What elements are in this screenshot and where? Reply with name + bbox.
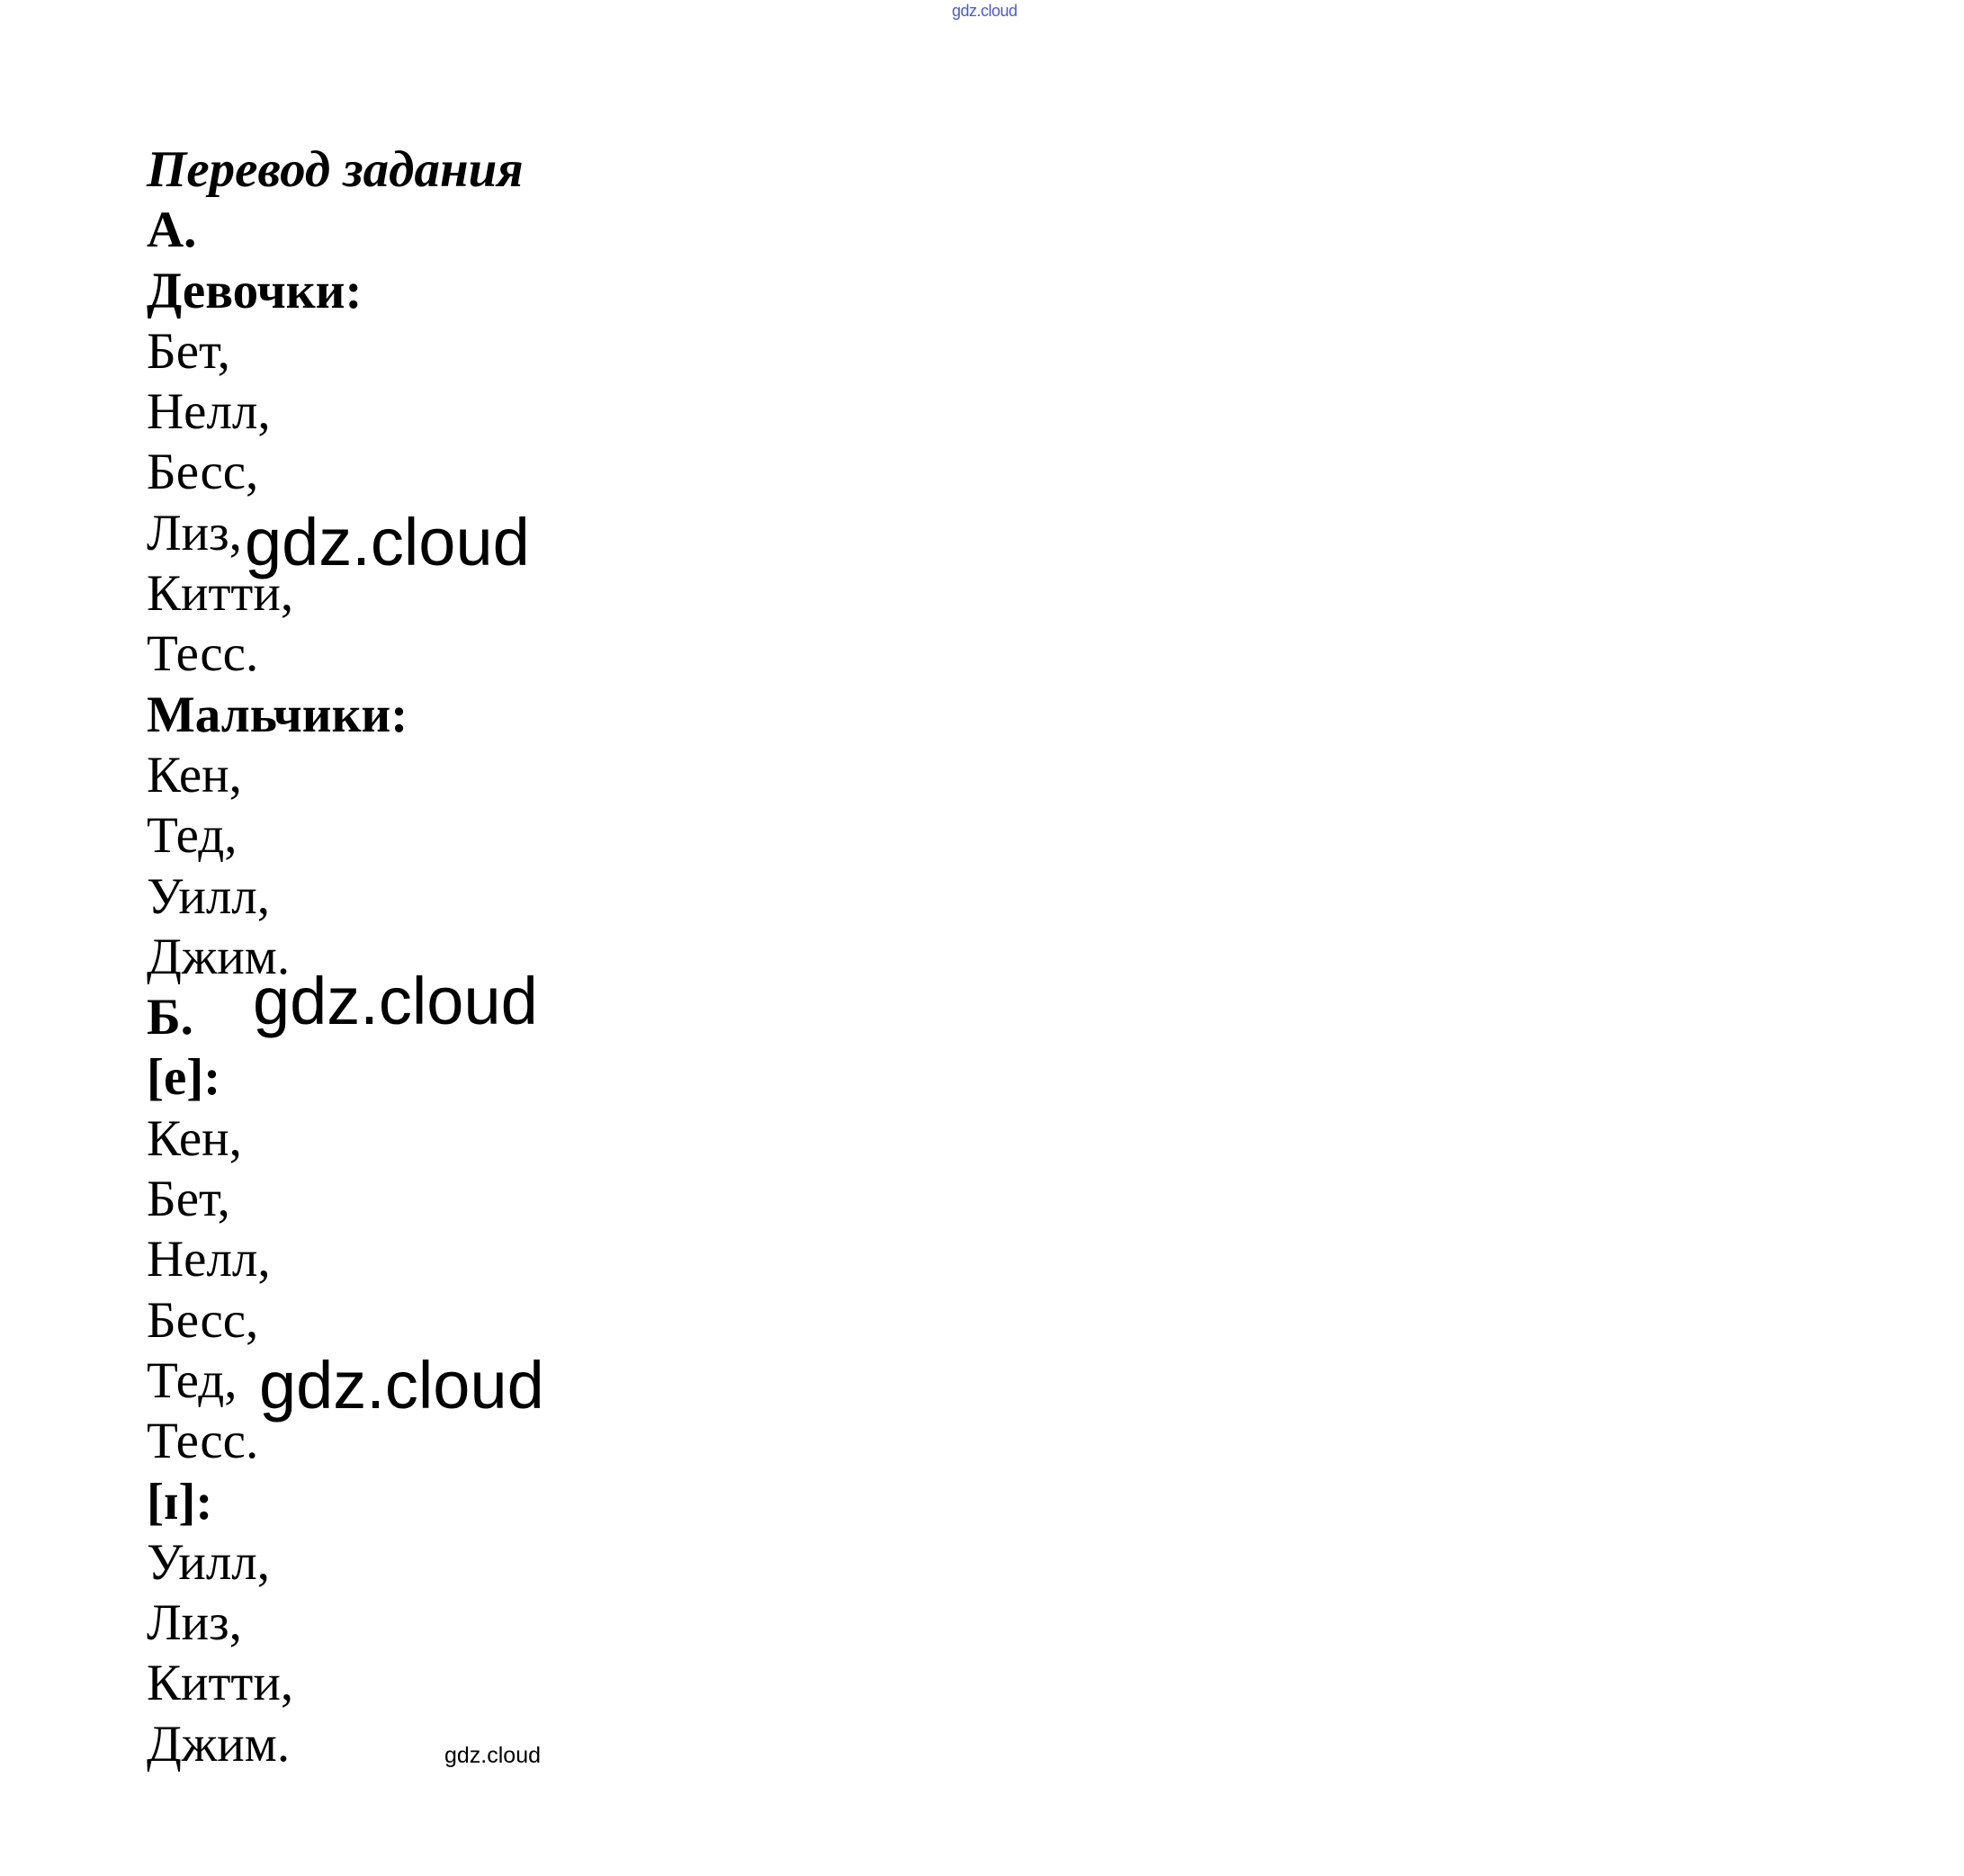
girl-name: Лиз, <box>147 504 242 561</box>
e-sound-word: Кен, <box>147 1109 242 1167</box>
e-sound-word: Тед, <box>147 1351 238 1409</box>
boy-name: Джим. <box>147 928 291 985</box>
girl-name: Нелл, <box>147 383 271 441</box>
watermark: gdz.cloud <box>245 505 530 579</box>
e-sound-word: Бет, <box>147 1171 230 1228</box>
girl-name: Бесс, <box>147 444 259 501</box>
watermark: gdz.cloud <box>259 1348 544 1423</box>
top-watermark: gdz.cloud <box>952 2 1018 20</box>
boy-name: Тед, <box>147 807 238 865</box>
i-sound-word: Лиз, <box>147 1594 242 1652</box>
boy-name: Уилл, <box>147 867 270 925</box>
e-sound-heading: [e]: <box>147 1049 221 1107</box>
e-sound-word: Нелл, <box>147 1231 271 1288</box>
e-sound-word: Бесс, <box>147 1291 259 1349</box>
boy-name: Кен, <box>147 746 242 803</box>
document-title: Перевод задания <box>147 141 524 198</box>
e-sound-word: Тесс. <box>147 1413 259 1470</box>
girl-name: Бет, <box>147 322 230 380</box>
watermark: gdz.cloud <box>444 1743 542 1768</box>
girl-name: Китти, <box>147 565 294 623</box>
i-sound-word: Уилл, <box>147 1533 270 1591</box>
i-sound-word: Джим. <box>147 1715 291 1773</box>
document-body <box>147 139 524 1774</box>
boys-heading: Мальчики: <box>147 686 408 743</box>
girls-heading: Девочки: <box>147 262 363 319</box>
section-b-label: Б. <box>147 989 193 1046</box>
i-sound-heading: [ɪ]: <box>147 1473 213 1530</box>
girl-name: Тесс. <box>147 625 259 683</box>
watermark: gdz.cloud <box>253 964 538 1038</box>
i-sound-word: Китти, <box>147 1655 294 1712</box>
section-a-label: А. <box>147 202 197 259</box>
